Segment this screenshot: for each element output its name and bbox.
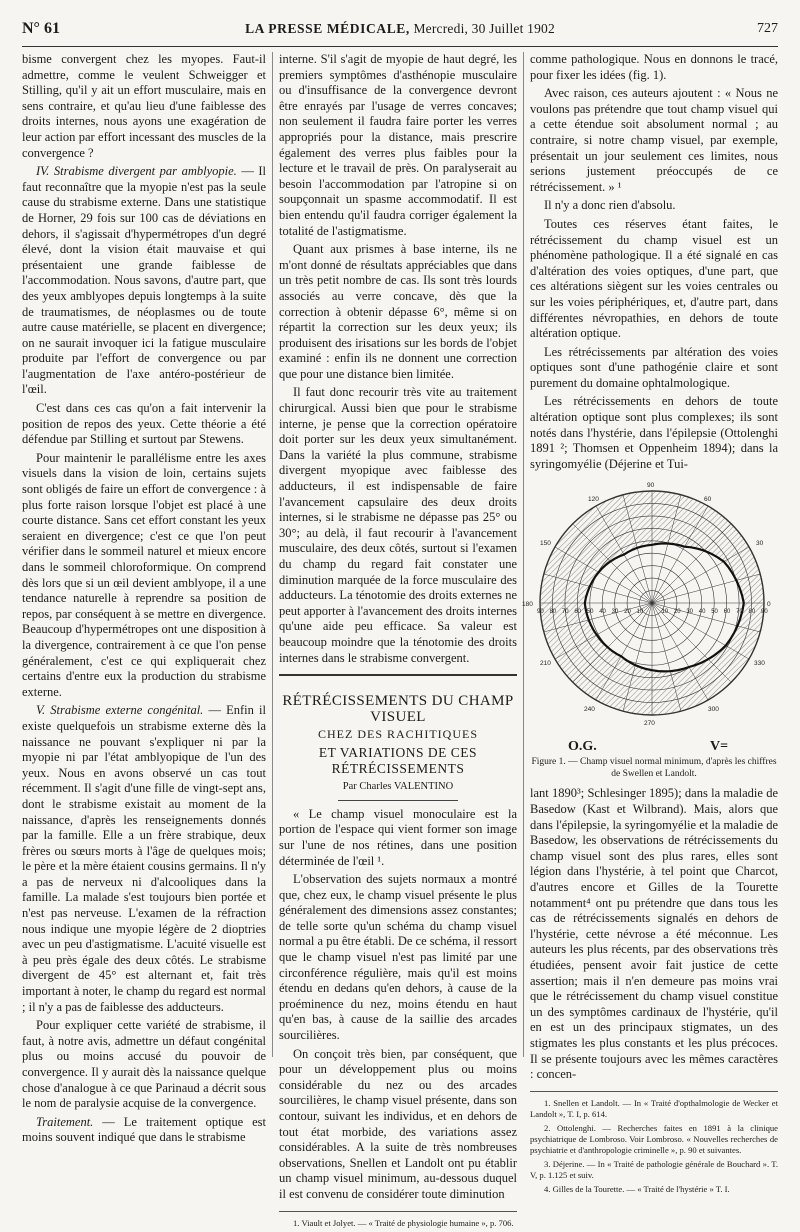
paragraph: C'est dans ces cas qu'on a fait intervenir la position de repos des yeux. Cette théorie a été défendue par Stilling et surtout par Stewens. — [22, 401, 266, 447]
angle-label: 120 — [588, 496, 599, 504]
figure-label-og: O.G. — [568, 739, 597, 755]
paragraph: « Le champ visuel monoculaire est la portion de l'espace qui vient former son image sur l'une de nos rétines, dans une position déterminée de l'œil ¹. — [279, 806, 517, 868]
tick-label: 60 — [574, 609, 582, 616]
tick-label: 40 — [698, 609, 706, 616]
article-heading — [279, 694, 517, 801]
paragraph: Les rétrécissements en dehors de toute altération optique sont plus complexes; ils sont notés dans l'hystérie, dans l'épilepsie (Ottolenghi 1891 ²; Thomsen et Oppenheim 1894); dans la syringomyélie (Déjerine et Tui- — [530, 394, 778, 471]
paragraph: L'observation des sujets normaux a montré que, chez eux, le champ visuel présente le plus généralement des dimensions assez constantes; de telle sorte qu'un schéma du champ visuel normal a pu être établi. De ce schéma, il ressort que le champ visuel n'est pas limité par une circonférence régulière, mais qu'il est moins étendu en dedans qu'en dehors, à cause de la proéminence du nez, moins étendu en haut qu'en bas, à cause de la saillie des arcades sourcilières. — [279, 872, 517, 1043]
paragraph: Il faut donc recourir très vite au traitement chirurgical. Aussi bien que pour le strabisme interne, je pense que la correction opératoire doit porter sur les deux yeux simultanément. Dans la variété la plus commune, strabisme divergent myopique avec faiblesse des adducteurs, il est indispensable de faire l'avancement capsulaire des deux droits internes, si le strabisme ne dépasse pas 25° ou 30°; au delà, il faut recourir à l'avancement musculaire, des deux côtés, surtout si l'examen du champ du regard fait constater une diminution marquée de la force musculaire des adducteurs. La ténotomie des droits externes ne peut apporter à l'avancement des droits internes qu'une aide peu efficace. Sa valeur est beaucoup moindre que la ténotomie des droits internes dans le strabisme convergent. — [279, 385, 517, 665]
tick-label: 70 — [736, 609, 743, 616]
tick-label: 30 — [611, 609, 619, 616]
paragraph: Avec raison, ces auteurs ajoutent : « Nous ne voulons pas prétendre que tout champ visuel qui a cette étendue soit absolument normal ; au contraire, si notre champ visuel, par exemple, présentait un jour seulement ces limites, nous serions justement préoccupés de ce rétrécissement. » ¹ — [530, 86, 778, 194]
angle-label: 0 — [767, 601, 771, 609]
paragraph: On conçoit très bien, par conséquent, que pour un développement plus ou moins considérable du nez ou des arcades sourcilières, le champ visuel présente, dans son contour, suivant les individus, et en dehors de tout état morbide, des variations assez considérables. A la suite de très nombreuses observations, Snellen et Landolt ont pu établir un champ visuel minimum, au-dessous duquel il est convenu de considérer toute diminution — [279, 1046, 517, 1201]
angle-label: 30 — [756, 540, 764, 548]
tick-label: 80 — [549, 609, 557, 616]
tick-label: 80 — [748, 609, 756, 616]
tick-label: 50 — [586, 609, 594, 616]
section-heading: Traitement. — [36, 1114, 94, 1129]
tick-label: 60 — [723, 609, 731, 616]
visual-field-chart — [522, 475, 778, 737]
paragraph: Les rétrécissements par altération des voies optiques sont d'une pathogénie claire et sont purement du domaine ophtalmologique. — [530, 344, 778, 390]
paragraph: bisme convergent chez les myopes. Faut-il admettre, comme le veulent Schweigger et Stilling, qu'il y ait un effort musculaire, mais en sens contraire, et qu'au lieu d'une faiblesse des droits internes, nous ayons une exagération de leur action par effort incessant des muscles de la convergence ? — [22, 52, 266, 160]
tick-label: 10 — [661, 609, 669, 616]
header-rule — [22, 46, 778, 47]
paragraph: Pour expliquer cette variété de strabisme, il faut, à notre avis, admettre un défaut congénital plus ou moins accusé du pouvoir de convergence. Il y aurait dès la naissance quelque chose d'analogue à ce que Parinaud a décrit sous le nom de paralysie acquise de la convergence. — [22, 1018, 266, 1111]
footnote: 3. Déjerine. — In « Traité de pathologie générale de Bouchard ». T. V, p. 1.125 et suiv. — [530, 1158, 778, 1180]
visual-field-figure — [522, 475, 778, 737]
section-heading: V. Strabisme externe congénital. — [36, 703, 204, 718]
column-3 — [522, 52, 779, 1198]
angle-label: 330 — [754, 660, 765, 668]
paragraph: Traitement. — Le traitement optique est moins souvent indiqué que dans le strabisme — [22, 1114, 266, 1145]
angle-label: 270 — [644, 720, 655, 728]
article-subtitle: CHEZ DES RACHITIQUES — [318, 727, 478, 742]
tick-label: 40 — [599, 609, 606, 616]
footnote: 2. Ottolenghi. — Recherches faites en 1891 à la clinique psychiatrique de Lombroso. Voir Lombroso. « Nouvelles recherches de psychiatrie et d'anthropologie criminelle », p. 90 et suivantes. — [530, 1122, 778, 1155]
paragraph: comme pathologique. Nous en donnons le tracé, pour fixer les idées (fig. 1). — [530, 52, 778, 82]
angle-label: 60 — [704, 496, 712, 504]
figure-labels — [530, 739, 778, 757]
paragraph: Toutes ces réserves étant faites, le rétrécissement du champ visuel est un phénomène pathologique. Il a été signalé en cas d'altération des voies optiques, d'une part, que ces altérations siègent sur les voies centrales ou sur les voies périphériques, et, d'autre part, dans différentes névropathies, en dehors de toute altération optique. — [530, 216, 778, 341]
paragraph: lant 1890³; Schlesinger 1895); dans la maladie de Basedow (Kast et Wilbrand). Mais, alors que dans l'épilepsie, la syringomyélie et la maladie de Basedow, les observations de rétrécissements du champ visuel sont des plus rares, elles sont légion dans l'hystérie, à tel point que Charcot, d'autres encore et Gilles de la Tourette notamment⁴ ont pu prétendre que dans tous les cas de rétrécissements signalés en dehors de l'hystérie, cette névrose a été méconnue. Les auteurs les plus récents, par des observations très étudiées, pensent avoir fait justice de cette assertion; mais il n'en demeure pas moins vrai que le rétrécissement du champ visuel constitue un des symptômes cardinaux de l'hystérie, qu'il en est un des principaux stigmates, un des stigmates les plus constants et les plus précoces. Il se présente toujours avec les mêmes caractères : concen- — [530, 786, 779, 1082]
paragraph: V. Strabisme externe congénital. — Enfin il existe quelquefois un strabisme externe dès la naissance ne pouvant s'expliquer ni par la myopie ni par l'état amblyopique de l'un des yeux. Nous en avons observé un cas tout récemment. Il s'agit d'une fille de vingt-sept ans, dont le strabisme existait au moment de la naissance, d'après les renseignements donnés par la famille. Elle a un frère strabique, deux frères ou sœurs morts à l'âge de quelques mois; le père et la mère étaient cousins germains. Il n'y a pas de nerveux ni d'alcooliques dans la famille. La malade s'est toujours bien portée et n'est pas nerveuse. L'examen de la réfraction nous indique une myopie légère de 2 dioptries avec un peu d'astigmatisme. L'acuité visuelle est à peu près égale des deux côtés. Le strabisme divergent de 45° est alternant et, fait très important à noter, le champ du regard est normal ; il n'y a pas de faiblesse des adducteurs. — [22, 703, 266, 1014]
angle-label: 180 — [522, 601, 533, 609]
paragraph: Pour maintenir le parallélisme entre les axes visuels dans la vision de loin, certains sujets sont obligés de faire un effort de convergence : à plus forte raison lorsque l'objet est placé à une courte distance. Sans cet effort constant les yeux seraient en divergence; c'est ce que l'on peut vérifier dans le sommeil naturel et mieux encore dans le sommeil chloroformique. On comprend dès lors que si un œil devient amblyope, il a une tendance naturelle à reprendre sa position de repos, par conséquent à se mettre en divergence. Beaucoup d'hypermétropes ont une disposition à la divergence, contrairement à ce que l'on pense généralement, c'est ce qui expliquerait chez certains d'entre eux la production du strabisme externe. — [22, 450, 266, 699]
tick-label: 20 — [624, 609, 631, 616]
tick-label: 90 — [761, 609, 768, 616]
footnote: 1. Viault et Jolyet. — « Traité de physiologie humaine », p. 706. — [293, 1217, 514, 1228]
angle-label: 210 — [540, 660, 551, 668]
paragraph: IV. Strabisme divergent par amblyopie. — Il faut reconnaître que la myopie n'est pas la seule cause du strabisme externe. Dans une statistique de Horner, 29 fois sur 100 cas de déviations en dehors, il s'agissait d'hypermétropes d'un degré élevé, dont la vision était mauvaise et qui présentaient une grande faiblesse de l'accommodation. Nous savons, d'autre part, que des yeux amblyopes depuis longtemps à la suite de traumatismes, de néoplasmes ou de toute autre cause matérielle, se placent en divergence; on ne saurait invoquer ici la fatigue musculaire produite par l'effort de convergence ou par l'augmentation de l'axe antéro-postérieur de l'œil. — [22, 164, 266, 397]
section-heading: IV. Strabisme divergent par amblyopie. — [36, 164, 237, 179]
tick-label: 70 — [561, 609, 569, 616]
tick-label: 10 — [636, 609, 644, 616]
footnote: 1. Snellen et Landolt. — In « Traité d'opthalmologie de Wecker et Landolt », T. I, p. 614. — [530, 1097, 778, 1119]
paragraph: Il n'y a donc rien d'absolu. — [544, 198, 676, 213]
paragraph: interne. S'il s'agit de myopie de haut degré, les premiers symptômes d'asthénopie musculaire ou d'insuffisance de la convergence devront être enrayés par l'usage de verres concaves; non seulement il faudra faire porter les verres appropriés pour la distance, mais prescrire également des verres plus faibles pour la lecture et le travail de près. On paralyserait au besoin l'accommodation par l'atropine si on soupçonnait un spasme accommodatif. Il est bien entendu qu'il faudra corriger également la totalité de l'astigmatisme. — [279, 52, 517, 238]
angle-label: 300 — [708, 706, 719, 714]
column-2 — [279, 52, 517, 1232]
angle-label: 240 — [584, 706, 595, 714]
page-number: 727 — [757, 21, 778, 36]
running-header — [22, 20, 778, 40]
journal-title: LA PRESSE MÉDICALE, Mercredi, 30 Juillet 1902 — [245, 21, 555, 36]
article-title-2: ET VARIATIONS DE CES RÉTRÉCISSEMENTS — [318, 744, 478, 776]
tick-label: 90 — [537, 609, 544, 616]
tick-label: 50 — [711, 609, 718, 616]
lost-field-shading — [540, 491, 764, 715]
article-title: RÉTRÉCISSEMENTS DU CHAMP VISUEL — [282, 693, 514, 725]
paragraph: Quant aux prismes à base interne, ils ne m'ont donné de résultats appréciables que dans un très petit nombre de cas. Ils sont très lourds associés au verre concave, dès que la correction à obtenir dépasse 6°, même si on répartit la correction sur les deux yeux; ils produisent des irisations sur les bords de l'objet examiné : enfin ils ne donnent une correction que pour une distance bien limitée. — [279, 242, 517, 381]
footnote: 4. Gilles de la Tourette. — « Traité de l'hystérie » T. I. — [544, 1183, 730, 1194]
angle-label: 150 — [540, 540, 551, 548]
tick-label: 20 — [673, 609, 681, 616]
angle-label: 90 — [647, 482, 655, 490]
column-1 — [22, 52, 266, 1149]
column-separator — [272, 52, 273, 1057]
section-rule — [279, 674, 517, 676]
figure-caption: Figure 1. — Champ visuel normal minimum, d'après les chiffres de Swellen et Landolt. — [531, 757, 777, 779]
figure-label-v: V= — [710, 739, 729, 755]
column-separator — [523, 52, 524, 1057]
tick-label: 30 — [686, 609, 694, 616]
issue-number: N° 61 — [22, 20, 60, 37]
article-author: Par Charles VALENTINO — [342, 781, 454, 793]
